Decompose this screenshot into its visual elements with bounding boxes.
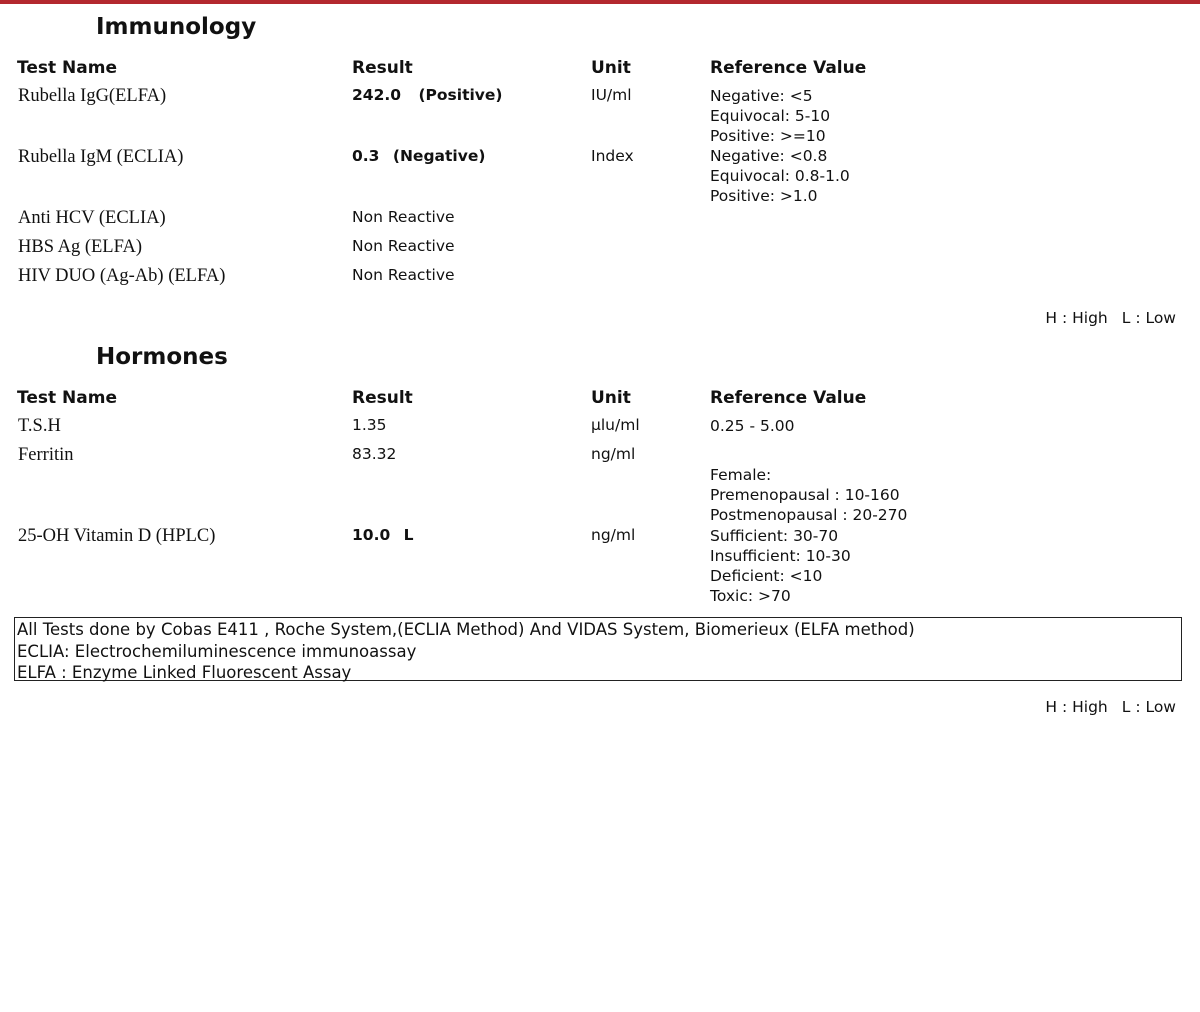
flag-legend — [1045, 309, 1176, 327]
immunology-header-test-name: Test Name — [17, 58, 117, 78]
test-name-ferritin: Ferritin — [18, 445, 74, 465]
result-flag: (Negative) — [392, 147, 486, 165]
hormones-section-title: Hormones — [96, 344, 228, 370]
result-ferritin: 83.32 — [352, 445, 397, 463]
result-flag: (Positive) — [418, 86, 503, 104]
reference-line: Postmenopausal : 20-270 — [710, 506, 908, 525]
reference-line: Negative: <0.8 — [710, 147, 828, 165]
test-name-hbs-ag: HBS Ag (ELFA) — [18, 237, 143, 257]
reference-tsh — [710, 416, 794, 436]
result-vitamin-d — [352, 526, 414, 544]
legend-low: L : Low — [1121, 698, 1176, 716]
unit-vitamin-d: ng/ml — [591, 526, 636, 544]
legend-high: H : High — [1045, 309, 1108, 327]
note-line: All Tests done by Cobas E411 , Roche System,(ECLIA Method) And VIDAS System, Biomerieux (ELFA method) — [17, 620, 915, 639]
reference-rubella-igm — [710, 146, 850, 207]
reference-line: Insufficient: 10-30 — [710, 546, 851, 565]
immunology-header-reference: Reference Value — [710, 58, 867, 78]
result-flag-low: L — [403, 526, 414, 544]
result-rubella-igg — [352, 86, 503, 104]
immunology-header-result: Result — [352, 58, 413, 78]
test-name-tsh: T.S.H — [18, 416, 61, 436]
hormones-header-unit: Unit — [591, 388, 631, 408]
result-value: 242.0 — [352, 86, 402, 104]
result-anti-hcv: Non Reactive — [352, 208, 455, 226]
immunology-header-unit: Unit — [591, 58, 631, 78]
reference-rubella-igg — [710, 86, 830, 147]
reference-line: Equivocal: 0.8-1.0 — [710, 167, 850, 186]
legend-high: H : High — [1045, 698, 1108, 716]
reference-line: Deficient: <10 — [710, 567, 823, 586]
note-line: ELFA : Enzyme Linked Fluorescent Assay — [17, 663, 352, 682]
reference-line: Equivocal: 5-10 — [710, 107, 831, 126]
hormones-header-result: Result — [352, 388, 413, 408]
test-name-rubella-igm: Rubella IgM (ECLIA) — [18, 147, 184, 167]
immunology-section-title: Immunology — [96, 14, 257, 40]
method-notes-box — [14, 617, 1182, 681]
test-name-rubella-igg: Rubella IgG(ELFA) — [18, 86, 167, 106]
hormones-header-reference: Reference Value — [710, 388, 867, 408]
reference-vitamin-d — [710, 465, 907, 606]
test-name-hiv-duo: HIV DUO (Ag-Ab) (ELFA) — [18, 266, 226, 286]
flag-legend-bottom — [1045, 698, 1176, 716]
result-value: 10.0 — [352, 526, 391, 544]
unit-rubella-igm: Index — [591, 147, 634, 165]
result-rubella-igm — [352, 147, 485, 165]
reference-line: Positive: >1.0 — [710, 187, 818, 206]
reference-line: Positive: >=10 — [710, 127, 826, 146]
unit-tsh: µlu/ml — [591, 416, 640, 434]
hormones-header-test-name: Test Name — [17, 388, 117, 408]
result-hbs-ag: Non Reactive — [352, 237, 455, 255]
reference-line: Toxic: >70 — [710, 587, 791, 606]
test-name-vitamin-d: 25-OH Vitamin D (HPLC) — [18, 526, 216, 546]
note-line: ECLIA: Electrochemiluminescence immunoassay — [17, 641, 417, 661]
unit-rubella-igg: IU/ml — [591, 86, 632, 104]
unit-ferritin: ng/ml — [591, 445, 636, 463]
reference-line: Negative: <5 — [710, 87, 813, 105]
header-accent-bar — [0, 0, 1200, 4]
legend-low: L : Low — [1121, 309, 1176, 327]
result-hiv-duo: Non Reactive — [352, 266, 455, 284]
reference-line: 0.25 - 5.00 — [710, 417, 795, 435]
result-tsh: 1.35 — [352, 416, 387, 434]
result-value: 0.3 — [352, 147, 380, 165]
reference-line: Sufficient: 30-70 — [710, 526, 839, 545]
test-name-anti-hcv: Anti HCV (ECLIA) — [18, 208, 166, 228]
reference-line: Premenopausal : 10-160 — [710, 486, 900, 505]
reference-line: Female: — [710, 466, 772, 484]
